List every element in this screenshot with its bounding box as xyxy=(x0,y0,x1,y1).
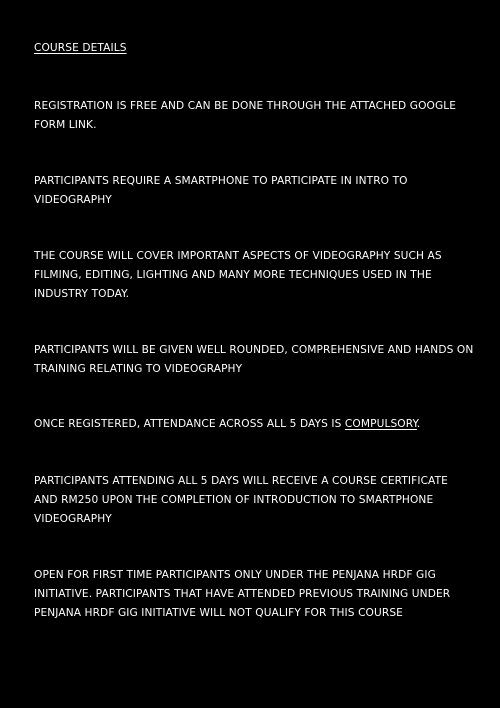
attendance-text: ONCE REGISTERED, ATTENDANCE ACROSS ALL 5 DAYS IS xyxy=(34,418,345,430)
eligibility-paragraph: OPEN FOR FIRST TIME PARTICIPANTS ONLY UNDER THE PENJANA HRDF GIG INITIATIVE. PARTICIPANTS THAT HAVE ATTENDED PREVIOUS TRAINING UNDER PENJANA HRDF GIG INITIATIVE WILL NOT QUALIFY FOR THIS COURSE xyxy=(34,569,451,619)
certificate-paragraph: PARTICIPANTS ATTENDING ALL 5 DAYS WILL RECEIVE A COURSE CERTIFICATE AND RM250 UPON THE COMPLETION OF INTRODUCTION TO SMARTPHONE VIDEOGRAPHY xyxy=(34,475,448,525)
attendance-period: . xyxy=(416,418,421,430)
coverage-paragraph: THE COURSE WILL COVER IMPORTANT ASPECTS OF VIDEOGRAPHY SUCH AS FILMING, EDITING, LIGHTING AND MANY MORE TECHNIQUES USED IN THE INDUSTRY TODAY. xyxy=(34,250,442,300)
attendance-paragraph xyxy=(34,415,474,434)
registration-paragraph: REGISTRATION IS FREE AND CAN BE DONE THROUGH THE ATTACHED GOOGLE FORM LINK. xyxy=(34,100,457,131)
training-paragraph: PARTICIPANTS WILL BE GIVEN WELL ROUNDED, COMPREHENSIVE AND HANDS ON TRAINING RELATING TO VIDEOGRAPHY xyxy=(34,344,474,375)
requirement-paragraph: PARTICIPANTS REQUIRE A SMARTPHONE TO PARTICIPATE IN INTRO TO VIDEOGRAPHY xyxy=(34,175,408,206)
page-title: COURSE DETAILS xyxy=(34,42,127,54)
compulsory-emphasis: COMPULSORY xyxy=(344,418,417,430)
